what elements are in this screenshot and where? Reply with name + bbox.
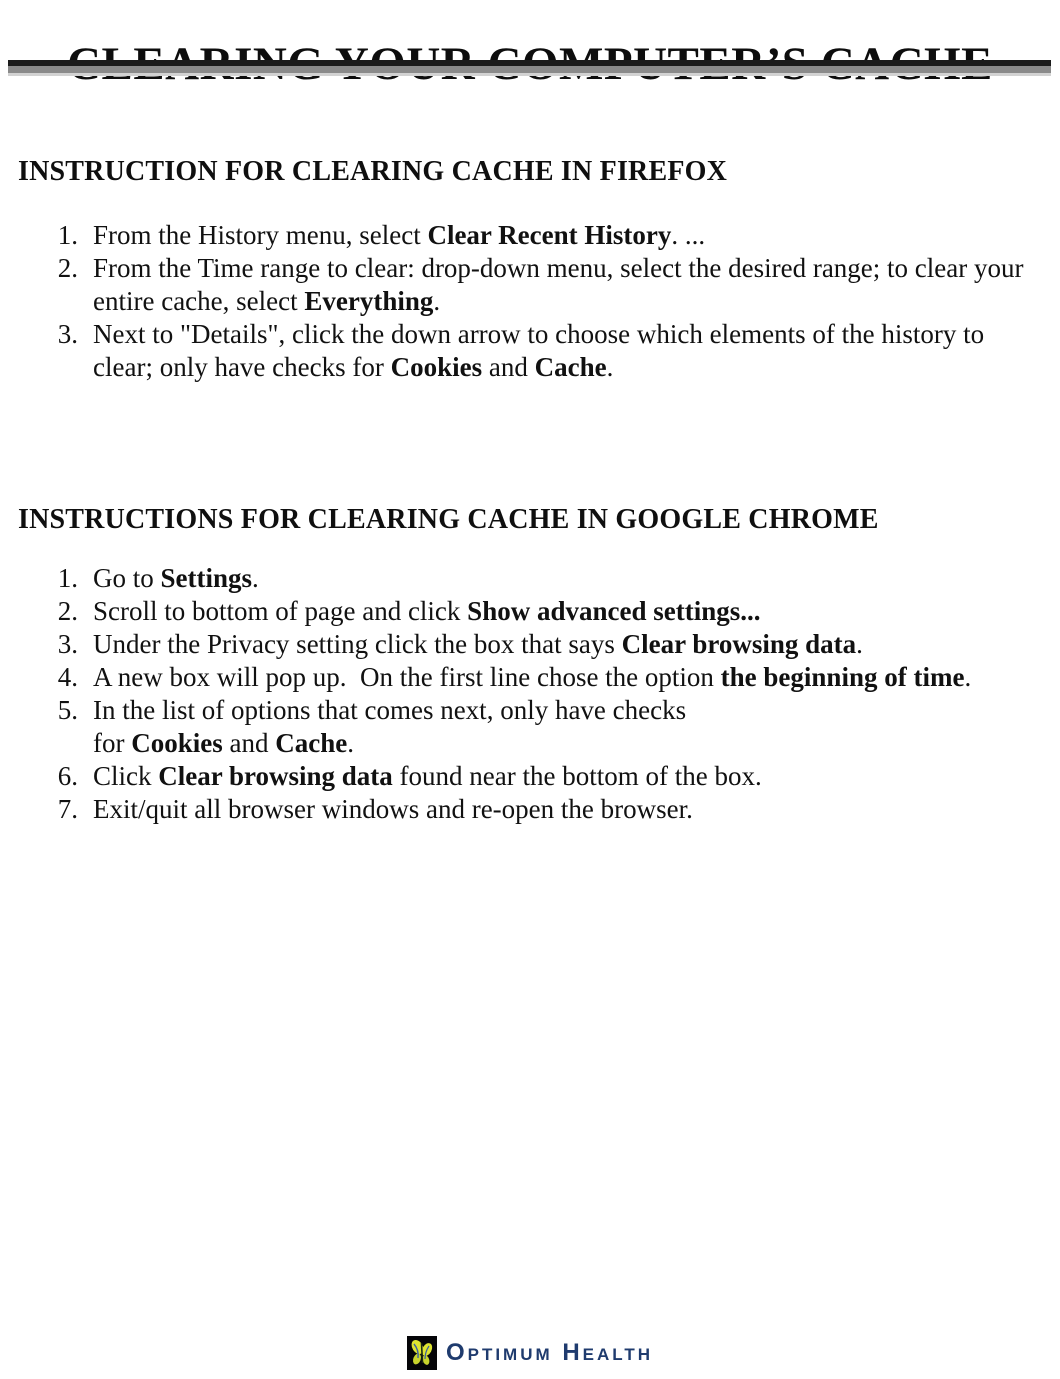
footer-logo — [0, 1336, 1060, 1370]
list-item — [18, 628, 1040, 661]
section-firefox — [18, 155, 1040, 384]
list-item-number: 5. — [57, 695, 78, 725]
list-item — [18, 793, 1040, 826]
list-item-text: From the Time range to clear: drop-down menu, select the desired range; to clear your entire cache, select Everything. — [93, 253, 1024, 316]
list-item — [18, 318, 1040, 384]
list-item-text: Exit/quit all browser windows and re-open the browser. — [93, 794, 693, 824]
list-item-text: Click Clear browsing data found near the bottom of the box. — [93, 761, 762, 791]
list-item-number: 2. — [57, 596, 78, 626]
list-item-number: 1. — [57, 220, 78, 250]
divider-gray-line — [8, 66, 1051, 73]
list-item-text: Under the Privacy setting click the box that says Clear browsing data. — [93, 629, 863, 659]
firefox-section-heading: INSTRUCTION FOR CLEARING CACHE IN FIREFOX — [18, 156, 728, 187]
list-item — [18, 760, 1040, 793]
section-chrome — [18, 503, 1040, 826]
list-item-number: 2. — [57, 253, 78, 283]
title-divider — [8, 60, 1051, 76]
list-item-text: From the History menu, select Clear Recent History. ... — [93, 220, 706, 250]
list-item — [18, 219, 1040, 252]
butterfly-icon — [407, 1336, 437, 1370]
list-item — [18, 661, 1040, 694]
list-item — [18, 252, 1040, 318]
list-item-number: 3. — [57, 629, 78, 659]
list-item-number: 7. — [57, 794, 78, 824]
chrome-instructions-list — [18, 562, 1040, 826]
list-item-number: 6. — [57, 761, 78, 791]
list-item-text: A new box will pop up. On the first line chose the option the beginning of time. — [93, 662, 972, 692]
list-item-number: 4. — [57, 662, 78, 692]
list-item-text: Go to Settings. — [93, 563, 259, 593]
list-item-text: Scroll to bottom of page and click Show advanced settings... — [93, 596, 761, 626]
list-item-number: 3. — [57, 319, 78, 349]
firefox-instructions-list — [18, 219, 1040, 384]
list-item — [18, 694, 1040, 760]
divider-light-line — [8, 73, 1051, 76]
brand-name: Optimum Health — [445, 1339, 654, 1366]
list-item-number: 1. — [57, 563, 78, 593]
list-item — [18, 595, 1040, 628]
list-item — [18, 562, 1040, 595]
chrome-section-heading: INSTRUCTIONS FOR CLEARING CACHE IN GOOGLE CHROME — [18, 504, 879, 535]
list-item-text: In the list of options that comes next, only have checks for Cookies and Cache. — [93, 695, 687, 758]
list-item-text: Next to "Details", click the down arrow to choose which elements of the history to clear; only have checks for Cookies and Cache. — [93, 319, 985, 382]
